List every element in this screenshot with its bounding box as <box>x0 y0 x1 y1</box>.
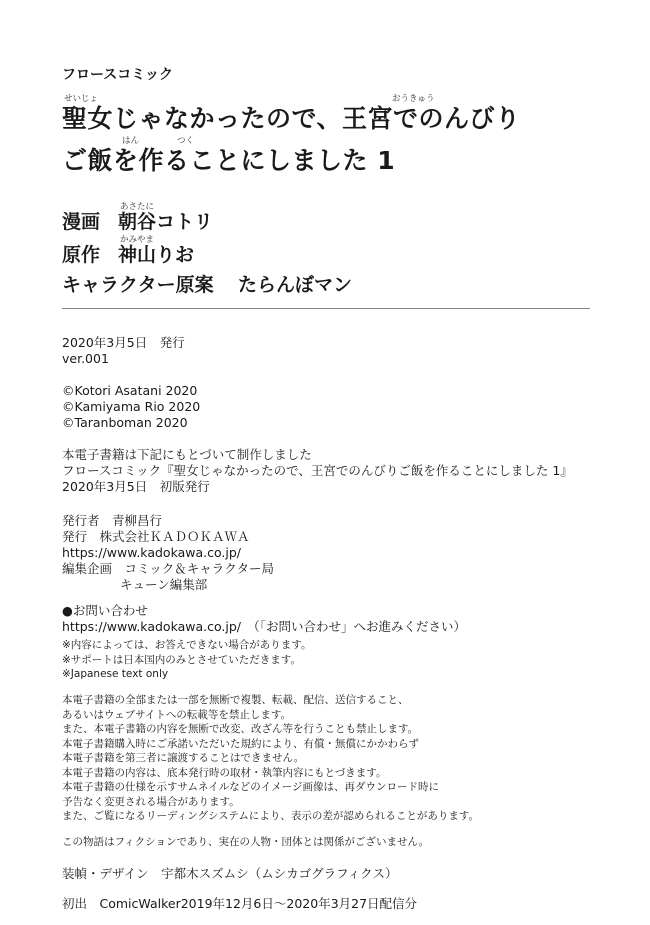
credits <box>62 200 622 296</box>
legal-line: 本電子書籍購入時にご承諾いただいた規約により、有償・無償にかかわらず <box>62 737 419 750</box>
fiction-notice <box>62 835 429 850</box>
legal-line: 本電子書籍を第三者に譲渡することはできません。 <box>62 752 305 764</box>
original-ruby-row <box>62 233 622 244</box>
editorial-line: 編集企画 コミック＆キャラクター局 <box>62 561 275 576</box>
ruby-kamiyama: かみやま <box>120 235 155 245</box>
book-title <box>62 92 632 176</box>
legal-line: 予告なく変更される場合があります。 <box>62 795 240 808</box>
legal-line: あるいはウェブサイトへの転載等を禁止します。 <box>62 708 292 721</box>
title-ruby-row-2 <box>62 134 632 146</box>
manga-ruby-row <box>62 200 622 211</box>
credit-character <box>62 274 622 296</box>
legal-line: 本電子書籍の仕様を示すサムネイルなどのイメージ画像は、再ダウンロード時に <box>62 781 439 793</box>
version: ver.001 <box>62 351 109 366</box>
credit-role-manga: 漫画 <box>62 211 101 233</box>
copyright-line: ©Taranboman 2020 <box>62 415 188 430</box>
credit-name-manga: 朝谷コトリ <box>118 211 214 233</box>
copyright-line: ©Kamiyama Rio 2020 <box>62 399 201 414</box>
design-credit: 装幀・デザイン 宇都木スズムシ（ムシカゴグラフィクス） <box>62 866 398 881</box>
inquiry-note: ※Japanese text only <box>62 668 169 680</box>
credit-manga <box>62 211 622 233</box>
divider <box>62 308 590 309</box>
fiction-notice-text: この物語はフィクションであり、実在の人物・団体とは関係がございません。 <box>62 836 430 848</box>
source-info <box>62 447 573 495</box>
ruby-seijo: せいじょ <box>64 94 99 104</box>
imprint-label: フロースコミック <box>62 67 174 83</box>
ruby-han: はん <box>122 136 140 146</box>
inquiry-url: https://www.kadokawa.co.jp/ （「お問い合わせ」へお進みください） <box>62 619 466 634</box>
publisher-info <box>62 513 274 593</box>
title-line-1: 聖女じゃなかったので、王宮でのんびり <box>62 104 521 133</box>
publication-info <box>62 335 185 367</box>
inquiry-note: ※サポートは日本国内のみとさせていただきます。 <box>62 653 301 666</box>
credit-name-original: 神山りお <box>118 244 195 266</box>
ruby-asatani: あさたに <box>120 202 155 212</box>
legal-line: また、ご覧になるリーディングシステムにより、表示の差が認められることがあります。 <box>62 810 480 822</box>
inquiry-notes <box>62 638 311 682</box>
first-appearance: 初出 ComicWalker2019年12月6日～2020年3月27日配信分 <box>62 896 418 911</box>
publisher-line: 発行者 青柳昌行 <box>62 513 163 528</box>
title-ruby-row-1 <box>62 92 632 104</box>
source-line: フロースコミック『聖女じゃなかったので、王宮でのんびりご飯を作ることにしました 1』 <box>62 463 573 478</box>
editorial-line: キューン編集部 <box>120 577 208 592</box>
ruby-tsuku: つく <box>177 136 195 146</box>
publisher-url: https://www.kadokawa.co.jp/ <box>62 545 241 560</box>
legal-line: また、本電子書籍の内容を無断で改変、改ざん等を行うことも禁止します。 <box>62 723 419 735</box>
source-line: 本電子書籍は下記にもとづいて制作しました <box>62 447 312 462</box>
legal-notice <box>62 693 479 824</box>
publication-date: 2020年3月5日 発行 <box>62 335 185 350</box>
credit-name-character: たらんぼマン <box>238 274 353 296</box>
inquiry-heading: ●お問い合わせ <box>62 603 148 618</box>
credit-role-original: 原作 <box>62 244 101 266</box>
ruby-oukyuu: おうきゅう <box>392 94 435 104</box>
inquiry-section <box>62 603 466 635</box>
legal-line: 本電子書籍の内容は、底本発行時の取材・執筆内容にもとづきます。 <box>62 766 387 779</box>
copyright-list <box>62 383 200 431</box>
credit-role-character: キャラクター原案 <box>62 274 214 296</box>
credit-original <box>62 244 622 266</box>
issuer-line: 発行 株式会社ＫＡＤＯＫＡＷＡ <box>62 529 250 544</box>
inquiry-note: ※内容によっては、お答えできない場合があります。 <box>62 639 312 651</box>
copyright-line: ©Kotori Asatani 2020 <box>62 383 198 398</box>
title-line-2: ご飯を作ることにしました 1 <box>62 146 396 175</box>
legal-line: 本電子書籍の全部または一部を無断で複製、転載、配信、送信すること、 <box>62 694 409 706</box>
source-line: 2020年3月5日 初版発行 <box>62 479 210 494</box>
